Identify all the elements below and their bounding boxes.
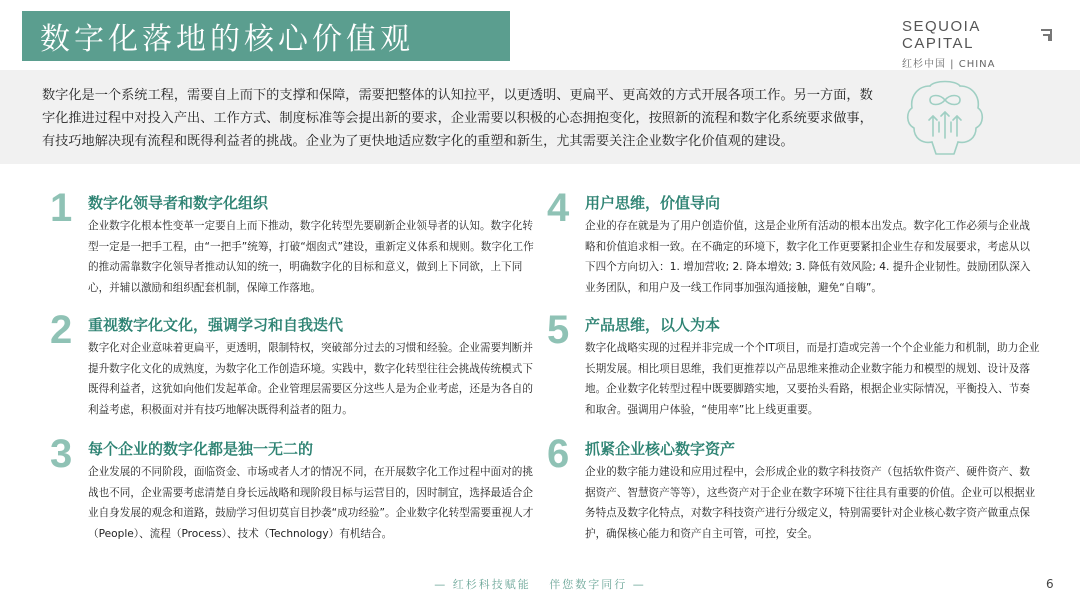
- logo-mark-icon: [1041, 29, 1052, 41]
- title-bar: [22, 11, 510, 61]
- item-body: 数字化战略实现的过程并非完成一个个IT项目，而是打造或完善一个个企业能力和机制，助力企业长期发展。相比项目思维，我们更推荐以产品思维来推动企业数字能力和模型的规划、设计及落地。企业数字化转型过程中既要脚踏实地，又要抬头看路，根据企业实际情况，平衡投入、节奏和取舍。强调用户体验，“使用率”比上线更重要。: [585, 342, 1040, 416]
- item-number: 6: [547, 432, 570, 476]
- item-body: 企业发展的不同阶段，面临资金、市场或者人才的情况不同，在开展数字化工作过程中面对的挑战也不同，企业需要考虑清楚自身长远战略和现阶段目标与运营目的，因时制宜，选择最适合企业自身发展的观念和道路，鼓励学习但切莫盲目抄袭“成功经验”。企业数字化转型需要重视人才（People）、流程（Process）、技术（Technology）有机结合。: [88, 466, 534, 540]
- item-number: 5: [547, 308, 570, 352]
- brain-arrows-icon: [900, 74, 990, 160]
- logo-text: SEQUOIA CAPITAL: [902, 18, 981, 52]
- footer-slogan: — 红杉科技赋能 伴您数字同行 —: [434, 578, 646, 591]
- intro-text: 数字化是一个系统工程，需要自上而下的支撑和保障，需要把整体的认知拉平，以更透明、更扁平、更高效的方式开展各项工作。另一方面，数字化推进过程中对投入产出、工作方式、制度标准等会提出新的要求，企业需要以积极的心态拥抱变化，按照新的流程和数字化系统要求做事，有技巧地解决现有流程和既得利益者的挑战。企业为了更快地适应数字化的重塑和新生，尤其需要关注企业数字化价值观的建设。: [42, 88, 873, 149]
- page-number: 6: [1046, 577, 1054, 591]
- intro-band: [0, 70, 1080, 164]
- item-body: 企业的存在就是为了用户创造价值，这是企业所有活动的根本出发点。数字化工作必须与企业战略和价值追求相一致。在不确定的环境下，数字化工作更要紧扣企业生存和发展要求，考虑从以下四个方向切入：1. 增加营收; 2. 降本增效; 3. 降低有效风险; 4. 提升企业韧性。鼓励团队深入业务团队，和用户及一线工作同事加强沟通接触，避免“自嗨”。: [585, 220, 1031, 294]
- logo-subtext: 红杉中国 | CHINA: [902, 59, 996, 70]
- item-number: 2: [50, 308, 73, 352]
- item-number: 4: [547, 186, 570, 230]
- sequoia-logo: [902, 18, 1052, 70]
- item-body: 企业数字化根本性变革一定要自上而下推动，数字化转型先要刷新企业领导者的认知。数字化转型一定是一把手工程，由“一把手”统筹，打破“烟囱式”建设，重新定义体系和规则。数字化工作的推动需靠数字化领导者推动认知的统一，明确数字化的目标和意义，做到上下同欲，上下同心，并辅以激励和组织配套机制，保障工作落地。: [88, 220, 534, 294]
- item-title: 抓紧企业核心数字资产: [585, 440, 736, 458]
- item-body: 企业的数字能力建设和应用过程中，会形成企业的数字科技资产（包括软件资产、硬件资产、数据资产、智慧资产等等），这些资产对于企业在数字环境下往往具有重要的价值。企业可以根据业务特点及数字化特点，对数字科技资产进行分级定义，特别需要针对企业核心数字资产做重点保护，确保核心能力和资产自主可管，可控，安全。: [585, 466, 1036, 540]
- item-title: 数字化领导者和数字化组织: [88, 194, 269, 212]
- item-number: 1: [50, 186, 73, 230]
- item-number: 3: [50, 432, 73, 476]
- item-title: 重视数字化文化，强调学习和自我迭代: [88, 316, 344, 334]
- item-title: 产品思维，以人为本: [585, 316, 721, 334]
- item-body: 数字化对企业意味着更扁平，更透明，限制特权，突破部分过去的习惯和经验。企业需要判断并提升数字化文化的成熟度，为数字化工作创造环境。实践中，数字化转型往往会挑战传统模式下既得利益者，这犹如向他们发起革命。企业管理层需要区分这些人是为企业考虑，还是为各自的利益考虑，积极面对并有技巧地解决既得利益者的阻力。: [88, 342, 533, 416]
- page-title: 数字化落地的核心价值观: [40, 22, 414, 57]
- item-title: 用户思维，价值导向: [585, 194, 721, 212]
- item-title: 每个企业的数字化都是独一无二的: [88, 440, 314, 458]
